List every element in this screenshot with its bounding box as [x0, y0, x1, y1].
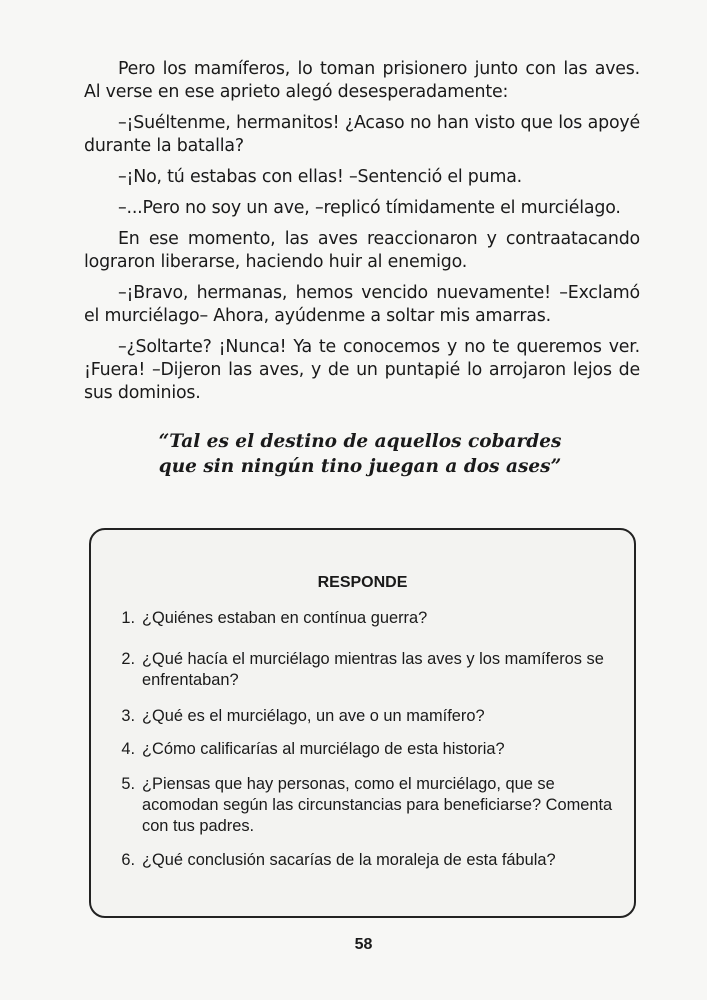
- question-number: 5.: [121, 775, 135, 793]
- question-number: 6.: [121, 851, 135, 869]
- question-number: 2.: [121, 650, 135, 668]
- story-paragraph: Pero los mamíferos, lo toman prisionero junto con las aves. Al verse en ese aprieto alegó desesperadamente:: [84, 59, 640, 102]
- story-paragraph: –¡No, tú estabas con ellas! –Sentenció el puma.: [118, 167, 522, 187]
- question-text: ¿Cómo calificarías al murciélago de esta historia?: [142, 740, 505, 758]
- moral-quote: [100, 429, 620, 479]
- story-paragraph: –...Pero no soy un ave, –replicó tímidamente el murciélago.: [118, 198, 621, 218]
- question-text: ¿Qué hacía el murciélago mientras las aves y los mamíferos se enfrentaban?: [142, 650, 604, 689]
- story-paragraph: –¿Soltarte? ¡Nunca! Ya te conocemos y no te queremos ver. ¡Fuera! –Dijeron las aves, y de un puntapié lo arrojaron lejos de sus dominios.: [84, 337, 640, 403]
- question-number: 4.: [121, 740, 135, 758]
- question-text: ¿Quiénes estaban en contínua guerra?: [142, 609, 428, 627]
- moral-line: que sin ningún tino juegan a dos ases”: [158, 456, 562, 477]
- responde-title: RESPONDE: [317, 574, 408, 591]
- question-text: ¿Qué es el murciélago, un ave o un mamífero?: [142, 707, 485, 725]
- story-paragraph: En ese momento, las aves reaccionaron y contraatacando lograron liberarse, haciendo huir al enemigo.: [84, 229, 640, 272]
- question-number: 3.: [121, 707, 135, 725]
- story-text: [84, 58, 640, 413]
- question-text: ¿Qué conclusión sacarías de la moraleja de esta fábula?: [142, 851, 556, 869]
- question-number: 1.: [121, 609, 135, 627]
- story-paragraph: –¡Bravo, hermanas, hemos vencido nuevamente! –Exclamó el murciélago– Ahora, ayúdenme a soltar mis amarras.: [84, 283, 640, 326]
- responde-box: [89, 528, 636, 918]
- question-text: ¿Piensas que hay personas, como el murciélago, que se acomodan según las circunstancias para beneficiarse? Comenta con tus padres.: [142, 775, 613, 835]
- story-paragraph: –¡Suéltenme, hermanitos! ¿Acaso no han visto que los apoyé durante la batalla?: [84, 113, 640, 156]
- page-number: 58: [354, 936, 373, 953]
- moral-line: “Tal es el destino de aquellos cobardes: [158, 431, 562, 452]
